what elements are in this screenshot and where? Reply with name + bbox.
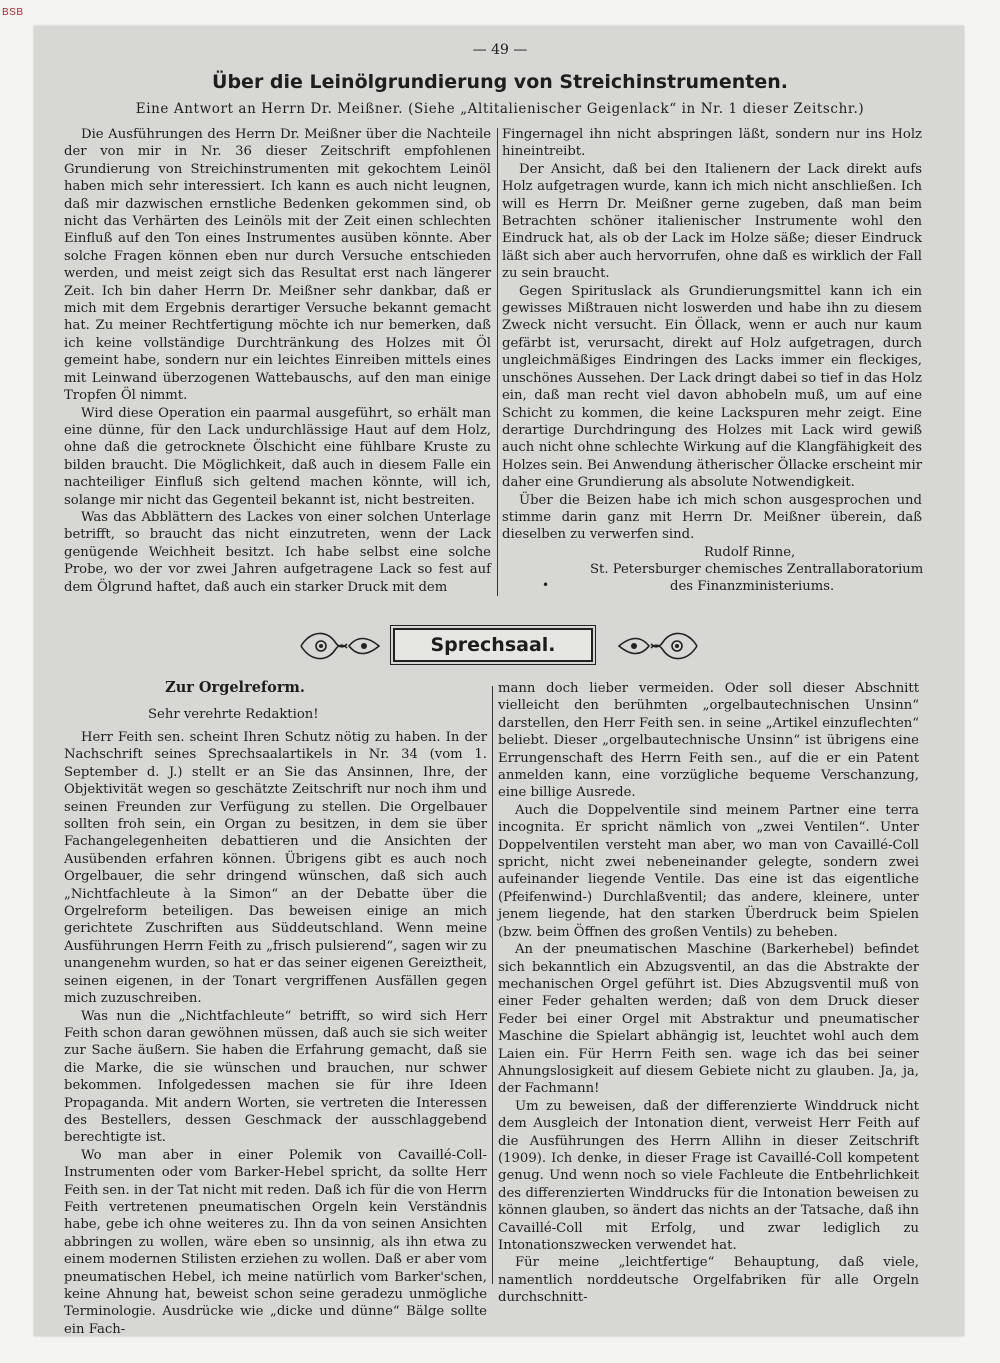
section-banner-label: Sprechsaal. xyxy=(393,628,593,662)
article-paragraph: Was das Abblättern des Lackes von einer solchen Unterlage betrifft, so braucht das nicht einzutreten, wenn der Lack genügende Weichheit besitzt. Ich habe selbst eine solche Probe, wo der vor zwei Jahren aufgetragene Lack so fest auf dem Ölgrund haftet, daß auch ein starker Druck mit dem xyxy=(64,509,491,595)
letter-paragraph: Was nun die „Nichtfachleute“ betrifft, so wird sich Herr Feith schon daran gewöhnen müssen, daß auch sie sich weiter zur Sache äußern. Sie haben die Erfahrung gemacht, daß sie die Marke, die sie wünschen und brauchen, nur schwer bekommen. Infolgedessen machen sie für ihre Ideen Propaganda. Mit andern Worten, sie vertreten die Interessen des Bestellers, dessen Geschmack der ausschlaggebend berechtigte ist. xyxy=(64,1008,487,1146)
section-banner xyxy=(293,622,705,667)
letter-salutation: Sehr verehrte Redaktion! xyxy=(148,707,319,722)
letter-right-column xyxy=(498,680,919,1307)
article-paragraph: Der Ansicht, daß bei den Italienern der Lack direkt aufs Holz aufgetragen wurde, kann ich mich nicht anschließen. Ich will es Herrn Dr. Meißner gerne zugeben, daß man beim Betrachten schöner italienischer Instrumente wohl den Eindruck hat, als ob der Lack im Holze säße; dieser Eindruck läßt sich aber auch hervorrufen, ohne daß es wirklich der Fall zu sein braucht. xyxy=(502,161,922,282)
letter-heading: Zur Orgelreform. xyxy=(165,679,305,696)
article-paragraph: Wird diese Operation ein paarmal ausgeführt, so erhält man eine dünne, für den Lack undurchlässige Haut auf dem Holz, ohne daß die getrocknete Ölschicht eine fühlbare Kruste zu bilden braucht. Die Möglichkeit, daß auch in diesem Falle ein nachteiliger Einfluß sich geltend machen könnte, will ich, solange mir nicht das Gegenteil bekannt ist, nicht bestreiten. xyxy=(64,405,491,508)
article-paragraph: Über die Beizen habe ich mich schon ausgesprochen und stimme darin ganz mit Herrn Dr. Meißner überein, daß dieselben zu verwerfen sind. xyxy=(502,492,922,543)
article-paragraph: Die Ausführungen des Herrn Dr. Meißner über die Nachteile der von mir in Nr. 36 dieser Zeitschrift empfohlenen Grundierung von Streichinstrumenten mit gekochtem Leinöl haben mich sehr interessiert. Ich kann es auch nicht leugnen, daß mir dazwischen ernstliche Bedenken gekommen sind, ob nicht das Verhärten des Leinöls mit der Zeit einen schlechten Einfluß auf den Ton eines Instrumentes ausüben könnte. Aber solche Fragen können eben nur durch Versuche entschieden werden, und meist zeigt sich das Resultat erst nach längerer Zeit. Ich bin daher Herrn Dr. Meißner sehr dankbar, daß er mich mit dem Ergebnis derartiger Versuche bekannt gemacht hat. Zu meiner Rechtfertigung möchte ich nur bemerken, daß ich keine vollständige Durchtränkung des Holzes mit Öl gemeint habe, sondern nur ein leichtes Einreiben mittels eines mit Leinwand überzogenen Wattebauschs, auf den man einige Tropfen Öl nimmt. xyxy=(64,127,491,404)
signature-name: Rudolf Rinne, xyxy=(704,545,796,560)
left-ornament-icon xyxy=(297,626,383,666)
letter-paragraph: An der pneumatischen Maschine (Barkerhebel) befindet sich bekanntlich ein Abzugsventil, an das die Abstrakte der mechanischen Orgel geführt ist. Dies Abzugsventil muß von einer Feder gehalten werden; daß von dem Druck dieser Feder bei einer Orgel mit Abstraktur und pneumatischer Maschine die Spielart abhängig ist, leuchtet wohl auch dem Laien ein. Für Herrn Feith sen. wage ich das bei seiner Ahnungslosigkeit auf diesem Gebiete nicht zu glauben. Ja, ja, der Fachmann! xyxy=(498,942,919,1097)
letter-paragraph: Auch die Doppelventile sind meinem Partner eine terra incognita. Er spricht nämlich von „zwei Ventilen“. Unter Doppelventilen versteht man aber, wo man von Cavaillé-Coll spricht, nicht zwei nebeneinander gelegte, sondern zwei aufeinander liegende Ventile. Das eine ist das eigentliche (Pfeifenwind-) Durchlaßventil; das andere, kleinere, unter jenem liegende, hat den starken Überdruck beim Spielen (bzw. beim Öffnen des großen Ventils) zu beheben. xyxy=(498,802,919,940)
article-paragraph: Gegen Spirituslack als Grundierungsmittel kann ich ein gewisses Mißtrauen nicht loswerden und habe ihn zu diesem Zweck nicht versucht. Ein Öllack, wenn er auch nur kaum gefärbt ist, verursacht, direkt auf Holz aufgetragen, durch ungleichmäßiges Eindringen des Lacks immer ein fleckiges, unschönes Aussehen. Der Lack dringt dabei so tief in das Holz ein, daß man recht viel davon abhobeln muß, um auf eine Schicht zu kommen, die keine Lackspuren mehr zeigt. Eine derartige Durchdringung des Holzes mit Lack wird gewiß auch nicht ohne schlechte Wirkung auf die Klangfähigkeit des Holzes sein. Bei Anwendung ätherischer Öllacke erscheint mir daher eine Grundierung als absolute Notwendigkeit. xyxy=(502,283,922,491)
letter-left-column xyxy=(64,729,487,1338)
letter-paragraph: Um zu beweisen, daß der differenzierte Winddruck nicht dem Ausgleich der Intonation dient, verweist Herr Feith auf die Ausführungen des Herrn Allihn in dieser Zeitschrift (1909). Ich denke, in dieser Frage ist Cavaillé-Coll kompetent genug. Und wenn noch so viele Fachleute die Entbehrlichkeit des differenzierten Winddrucks für die Intonation beweisen zu können glauben, so ändert das nichts an der Tatsache, daß ihn Cavaillé-Coll mit Erfolg, und zwar lediglich zu Intonationszwecken verwendet hat. xyxy=(498,1098,919,1253)
letter-paragraph: Herr Feith sen. scheint Ihren Schutz nötig zu haben. In der Nachschrift seines Sprechsaalartikels in Nr. 34 (vom 1. September d. J.) stellt er an Sie das Ansinnen, Ihre, der Objektivität wegen so geschätzte Zeitschrift nur noch ihm und seinen Freunden zur Verfügung zu stellen. Die Orgelbauer sollten froh sein, ein Organ zu besitzen, in dem sie über Fachangelegenheiten debattieren und die Ansichten der Ausübenden erfahren können. Übrigens gibt es auch noch Orgelbauer, die sehr dringend wünschen, daß sich auch „Nichtfachleute à la Simon“ an der Debatte über die Orgelreform beteiligen. Das beweisen einige an mich gerichtete Zuschriften aus Süddeutschland. Wenn meine Ausführungen Herrn Feith zu „frisch pulsierend“, sagen wir zu unangenehm wurden, so hat er das seiner eigenen Gereiztheit, seinen eigenen, in der Tonart vergriffenen Ausfällen gegen mich zuzuschreiben. xyxy=(64,730,487,1007)
column-rule xyxy=(492,686,493,1284)
article-title: Über die Leinölgrundierung von Streichinstrumenten. xyxy=(212,71,788,93)
right-ornament-icon xyxy=(615,626,701,666)
letter-paragraph: Für meine „leichtfertige“ Behauptung, daß viele, namentlich norddeutsche Orgelfabriken für alle Orgeln durchschnitt- xyxy=(498,1255,919,1306)
signature-affiliation-line2: des Finanzministeriums. xyxy=(670,579,835,594)
column-rule xyxy=(497,128,498,596)
article-subtitle: Eine Antwort an Herrn Dr. Meißner. (Siehe „Altitalienischer Geigenlack“ in Nr. 1 dieser Zeitschr.) xyxy=(135,101,865,117)
page-number: — 49 — xyxy=(472,42,528,58)
letter-paragraph: Wo man aber in einer Polemik von Cavaillé-Coll-Instrumenten oder vom Barker-Hebel spricht, da sollte Herr Feith sen. in der Tat nicht mit reden. Daß ich für die von Herrn Feith vertretenen pneumatischen Orgeln kein Verständnis habe, gebe ich ohne weiteres zu. Ihn da von seinen Ansichten abbringen zu wollen, wäre eben so unsinnig, als ihn etwa zu einem modernen Stilisten erziehen zu wollen. Daß er aber vom pneumatischen Hebel, ich meine natürlich vom Barker'schen, keine Ahnung hat, beweist schon seine geradezu unmögliche Terminologie. Ausdrücke wie „dicke und dünne“ Bälge sollte ein Fach- xyxy=(64,1147,487,1337)
signature-affiliation: St. Petersburger chemisches Zentrallaboratorium xyxy=(590,562,924,577)
article-left-column xyxy=(64,126,491,596)
library-watermark: BSB xyxy=(2,7,24,18)
article-paragraph: Fingernagel ihn nicht abspringen läßt, sondern nur ins Holz hineintreibt. xyxy=(502,127,922,160)
letter-paragraph: mann doch lieber vermeiden. Oder soll dieser Abschnitt vielleicht den berühmten „orgelbautechnischen Unsinn“ darstellen, den Herr Feith sen. in seine „Artikel einzuflechten“ beliebt. Dieser „orgelbautechnische Unsinn“ ist übrigens eine Errungenschaft des Herrn Feith sen., auf die er ein Patent anmelden kann, eine vorzügliche bequeme Verschanzung, eine billige Ausrede. xyxy=(498,681,919,801)
print-speck: • xyxy=(542,578,550,592)
article-right-column xyxy=(502,126,922,544)
